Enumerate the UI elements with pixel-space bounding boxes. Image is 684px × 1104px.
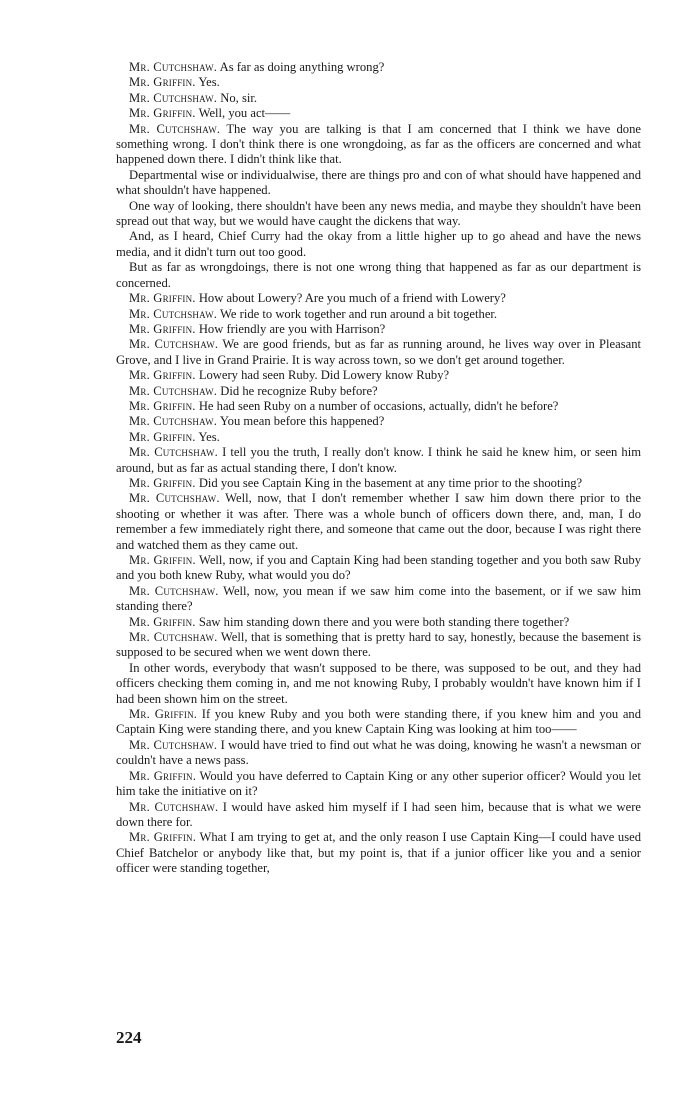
transcript-paragraph <box>116 476 641 491</box>
speaker-name: Mr. Griffin. <box>129 768 197 783</box>
paragraph-text: Would you have deferred to Captain King or any other superior officer? Would you let him take the initiative on it? <box>116 768 641 799</box>
transcript-paragraph <box>116 60 641 75</box>
paragraph-text: But as far as wrongdoings, there is not one wrong thing that happened as far as our department is concerned. <box>116 260 641 290</box>
paragraph-text: The way you are talking is that I am concerned that I think we have done something wrong. I don't think there is one wrongdoing, as far as the officers are concerned and what happened down there. I didn't think like that. <box>116 121 641 167</box>
paragraph-text: He had seen Ruby on a number of occasions, actually, didn't he before? <box>198 398 559 413</box>
speaker-name: Mr. Griffin. <box>129 291 196 306</box>
speaker-name: Mr. Cutchshaw. <box>129 799 219 814</box>
transcript-paragraph <box>116 445 641 476</box>
speaker-name: Mr. Cutchshaw. <box>129 583 219 598</box>
transcript-paragraph <box>116 615 641 630</box>
transcript-paragraph <box>116 800 641 831</box>
speaker-name: Mr. Griffin. <box>129 429 196 444</box>
transcript-paragraph <box>116 384 641 399</box>
paragraph-text: Yes. <box>198 429 220 444</box>
transcript-paragraph <box>116 491 641 553</box>
paragraph-text: Well, now, that I don't remember whether I saw him down there prior to the shooting or whether it was after. There was a whole bunch of officers down there, and, man, I do remember a few immediately right there, and someone that came out the door, because I was right there and watched them as they came out. <box>116 491 641 552</box>
transcript-body <box>116 60 641 877</box>
paragraph-text: You mean before this happened? <box>219 414 385 429</box>
transcript-paragraph <box>116 368 641 383</box>
paragraph-text: How friendly are you with Harrison? <box>198 321 386 336</box>
transcript-paragraph <box>116 307 641 322</box>
paragraph-text: No, sir. <box>220 90 258 105</box>
speaker-name: Mr. Cutchshaw. <box>129 60 218 74</box>
speaker-name: Mr. Griffin. <box>129 707 198 722</box>
transcript-paragraph <box>116 168 641 199</box>
speaker-name: Mr. Griffin. <box>129 75 196 90</box>
paragraph-text: Well, you act—— <box>198 106 291 121</box>
paragraph-text: And, as I heard, Chief Curry had the okay from a little higher up to go ahead and have the news media, and it didn't turn out too good. <box>116 229 641 259</box>
speaker-name: Mr. Cutchshaw. <box>129 630 218 645</box>
speaker-name: Mr. Griffin. <box>129 830 197 845</box>
paragraph-text: Well, that is something that is pretty hard to say, honestly, because the basement is supposed to be secured when we went down there. <box>116 630 642 660</box>
transcript-paragraph <box>116 584 641 615</box>
speaker-name: Mr. Griffin. <box>129 614 196 629</box>
speaker-name: Mr. Griffin. <box>129 106 196 121</box>
transcript-paragraph <box>116 769 641 800</box>
page-number: 224 <box>116 1028 142 1047</box>
paragraph-text: One way of looking, there shouldn't have been any news media, and maybe they shouldn't have been spread out that way, but we would have caught the dickens that way. <box>116 198 641 229</box>
transcript-paragraph <box>116 199 641 230</box>
speaker-name: Mr. Griffin. <box>129 553 196 567</box>
paragraph-text: Yes. <box>198 75 220 90</box>
paragraph-text: I tell you the truth, I really don't know. I think he said he knew him, or seen him around, but as far as actual standing there, I don't know. <box>116 445 641 475</box>
paragraph-text: Saw him standing down there and you were both standing there together? <box>198 614 570 629</box>
transcript-paragraph <box>116 122 641 168</box>
transcript-paragraph <box>116 414 641 429</box>
speaker-name: Mr. Griffin. <box>129 398 196 413</box>
speaker-name: Mr. Cutchshaw. <box>129 414 218 429</box>
transcript-paragraph <box>116 630 641 661</box>
paragraph-text: We ride to work together and run around a bit together. <box>220 306 498 321</box>
transcript-paragraph <box>116 260 641 291</box>
paragraph-text: Departmental wise or individualwise, there are things pro and con of what should have happened and what shouldn't have happened. <box>116 167 641 198</box>
paragraph-text: Lowery had seen Ruby. Did Lowery know Ruby? <box>198 368 450 383</box>
transcript-paragraph <box>116 229 641 260</box>
transcript-paragraph <box>116 661 641 707</box>
transcript-paragraph <box>116 553 641 584</box>
paragraph-text: If you knew Ruby and you both were standing there, if you knew him and you and Captain King were standing there, and you knew Captain King was looking at him too—— <box>116 707 642 737</box>
speaker-name: Mr. Cutchshaw. <box>129 306 218 321</box>
transcript-paragraph <box>116 337 641 368</box>
transcript-paragraph <box>116 322 641 337</box>
paragraph-text: In other words, everybody that wasn't supposed to be there, was supposed to be out, and they had officers checking them coming in, and me not knowing Ruby, I probably wouldn't have known him if I had been shown him on the street. <box>116 660 641 706</box>
paragraph-text: Did you see Captain King in the basement at any time prior to the shooting? <box>198 475 583 490</box>
speaker-name: Mr. Cutchshaw. <box>129 337 219 352</box>
transcript-paragraph <box>116 707 641 738</box>
paragraph-text: As far as doing anything wrong? <box>219 60 385 74</box>
transcript-paragraph <box>116 91 641 106</box>
speaker-name: Mr. Cutchshaw. <box>129 491 220 506</box>
speaker-name: Mr. Cutchshaw. <box>129 737 218 752</box>
paragraph-text: How about Lowery? Are you much of a friend with Lowery? <box>198 291 506 306</box>
transcript-paragraph <box>116 106 641 121</box>
transcript-paragraph <box>116 430 641 445</box>
paragraph-text: I would have asked him myself if I had seen him, because that is what we were down there for. <box>116 799 642 829</box>
transcript-paragraph <box>116 738 641 769</box>
transcript-paragraph <box>116 75 641 90</box>
paragraph-text: Well, now, you mean if we saw him come into the basement, or if we saw him standing there? <box>116 583 641 614</box>
speaker-name: Mr. Cutchshaw. <box>129 445 219 460</box>
speaker-name: Mr. Griffin. <box>129 321 196 336</box>
paragraph-text: I would have tried to find out what he was doing, knowing he wasn't a newsman or couldn't have a news pass. <box>116 737 641 768</box>
speaker-name: Mr. Cutchshaw. <box>129 90 218 105</box>
paragraph-text: Well, now, if you and Captain King had been standing together and you both saw Ruby and you both knew Ruby, what would you do? <box>116 553 641 583</box>
speaker-name: Mr. Griffin. <box>129 368 196 383</box>
speaker-name: Mr. Griffin. <box>129 475 196 490</box>
transcript-paragraph <box>116 291 641 306</box>
transcript-paragraph <box>116 399 641 414</box>
paragraph-text: Did he recognize Ruby before? <box>220 383 378 398</box>
paragraph-text: What I am trying to get at, and the only reason I use Captain King—I could have used Chief Batchelor or anybody like that, but my point is, that if a junior officer like you and a senior officer were standing together, <box>116 830 641 876</box>
paragraph-text: We are good friends, but as far as running around, he lives way over in Pleasant Grove, and I live in Grand Prairie. It is way across town, so we don't get around together. <box>116 337 642 367</box>
speaker-name: Mr. Cutchshaw. <box>129 121 221 136</box>
transcript-paragraph <box>116 830 641 876</box>
speaker-name: Mr. Cutchshaw. <box>129 383 218 398</box>
